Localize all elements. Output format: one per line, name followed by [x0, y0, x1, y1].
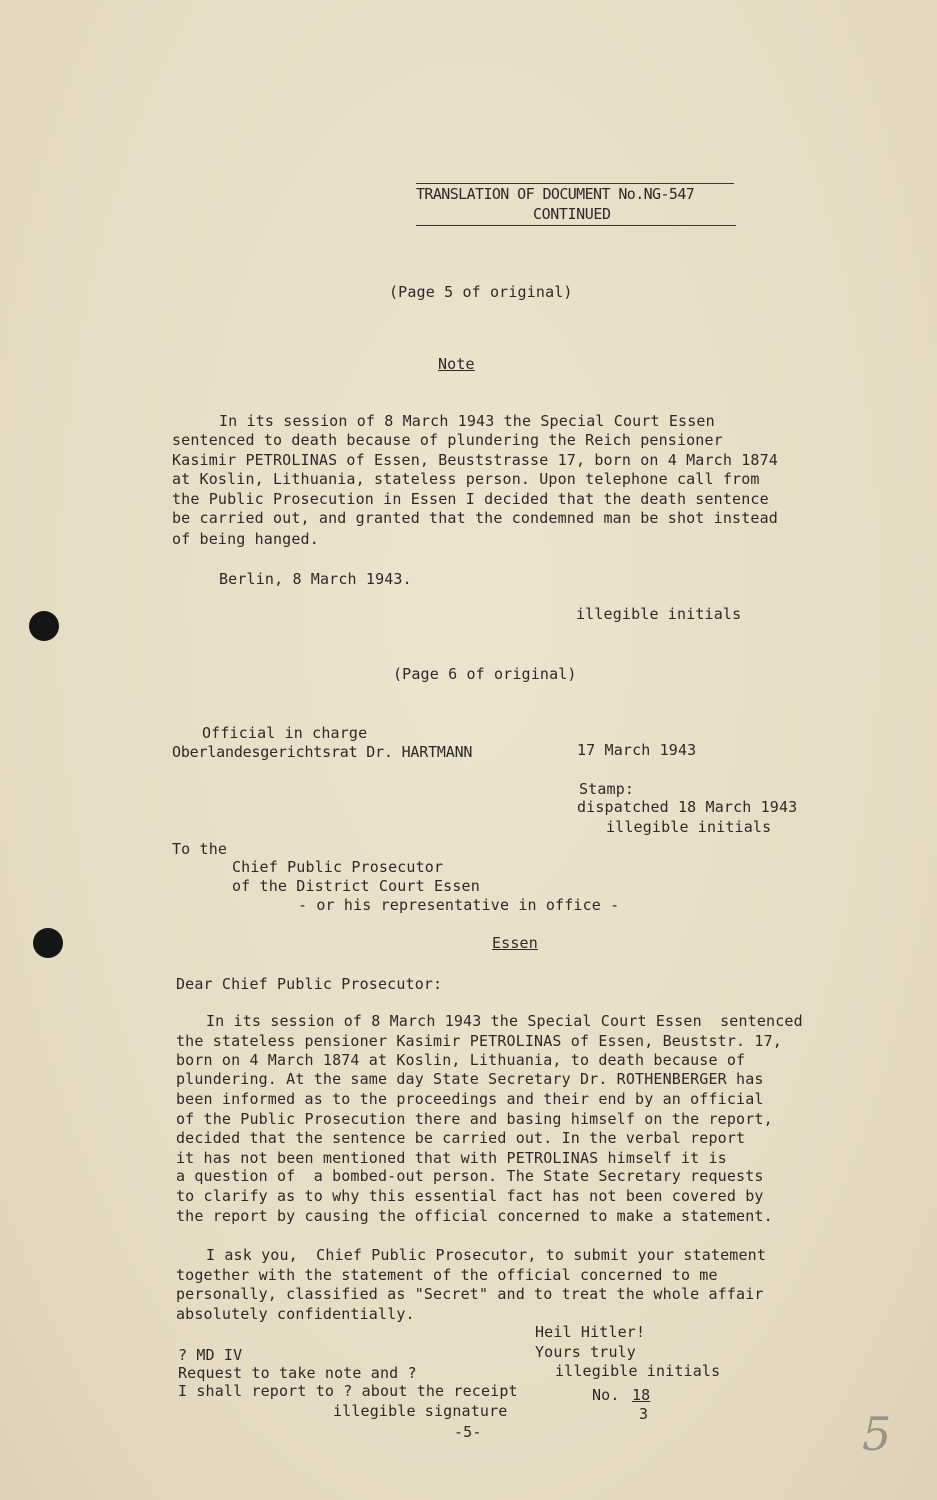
letter-date: 17 March 1943 [577, 741, 697, 759]
letter-line: the report by causing the official concerned to make a statement. [176, 1207, 773, 1225]
official-label: Official in charge [202, 724, 368, 742]
stamp-initials: illegible initials [606, 818, 772, 836]
address-line: of the District Court Essen [232, 877, 480, 895]
address-line: Chief Public Prosecutor [232, 858, 444, 876]
note-line: In its session of 8 March 1943 the Special Court Essen [219, 412, 715, 430]
letter-line: together with the statement of the official concerned to me [176, 1266, 718, 1284]
left-signature: illegible signature [333, 1402, 508, 1420]
letter-line: absolutely confidentially. [176, 1305, 415, 1323]
document-title: TRANSLATION OF DOCUMENT No.NG-547 [416, 185, 695, 203]
document-title-continued: CONTINUED [533, 205, 611, 223]
punch-hole-bottom [33, 928, 63, 958]
official-name: Oberlandesgerichtsrat Dr. HARTMANN [172, 743, 473, 761]
note-line: I shall report to ? about the receipt [178, 1382, 518, 1400]
note-line: Request to take note and ? [178, 1364, 417, 1382]
letter-line: personally, classified as "Secret" and to treat the whole affair [176, 1285, 764, 1303]
reference-number-bottom: 3 [639, 1405, 649, 1423]
page-number: -5- [454, 1423, 482, 1441]
page6-reference: (Page 6 of original) [393, 665, 577, 683]
note-line: at Koslin, Lithuania, stateless person. Upon telephone call from [172, 470, 760, 488]
letter-line: a question of a bombed-out person. The State Secretary requests [176, 1167, 764, 1185]
stamp-text: dispatched 18 March 1943 [577, 798, 798, 816]
closing-yours: Yours truly [535, 1343, 636, 1361]
note-line: of being hanged. [172, 530, 319, 548]
header-rule-top [416, 183, 734, 184]
stamp-label: Stamp: [579, 780, 635, 798]
address-line: - or his representative in office - [298, 896, 620, 914]
note-signature: illegible initials [576, 605, 742, 623]
header-rule-bottom [416, 225, 736, 226]
page5-reference: (Page 5 of original) [389, 283, 573, 301]
note-line: Kasimir PETROLINAS of Essen, Beuststrasse 17, born on 4 March 1874 [172, 451, 778, 469]
letter-line: I ask you, Chief Public Prosecutor, to submit your statement [206, 1246, 767, 1264]
reference-number-top: 18 [632, 1386, 651, 1404]
note-line: ? MD IV [178, 1346, 243, 1364]
reference-number-label: No. [592, 1386, 620, 1404]
letter-line: the stateless pensioner Kasimir PETROLINAS of Essen, Beuststr. 17, [176, 1032, 782, 1050]
closing-initials: illegible initials [555, 1362, 721, 1380]
letter-line: plundering. At the same day State Secretary Dr. ROTHENBERGER has [176, 1070, 764, 1088]
punch-hole-top [29, 611, 59, 641]
recipient-city: Essen [492, 934, 538, 952]
note-line: the Public Prosecution in Essen I decided that the death sentence [172, 490, 769, 508]
margin-pencil-mark: 5 [862, 1407, 892, 1461]
letter-line: been informed as to the proceedings and their end by an official [176, 1090, 764, 1108]
letter-line: to clarify as to why this essential fact has not been covered by [176, 1187, 764, 1205]
letter-line: it has not been mentioned that with PETROLINAS himself it is [176, 1149, 727, 1167]
salutation: Dear Chief Public Prosecutor: [176, 975, 443, 993]
note-line: be carried out, and granted that the condemned man be shot instead [172, 509, 778, 527]
address-line: To the [172, 840, 228, 858]
letter-line: born on 4 March 1874 at Koslin, Lithuania, to death because of [176, 1051, 746, 1069]
note-line: sentenced to death because of plundering the Reich pensioner [172, 431, 723, 449]
note-heading: Note [438, 355, 475, 373]
note-place-date: Berlin, 8 March 1943. [219, 570, 412, 588]
closing-greeting: Heil Hitler! [535, 1323, 646, 1341]
letter-line: decided that the sentence be carried out. In the verbal report [176, 1129, 746, 1147]
letter-line: of the Public Prosecution there and basing himself on the report, [176, 1110, 773, 1128]
letter-line: In its session of 8 March 1943 the Special Court Essen sentenced [206, 1012, 803, 1030]
